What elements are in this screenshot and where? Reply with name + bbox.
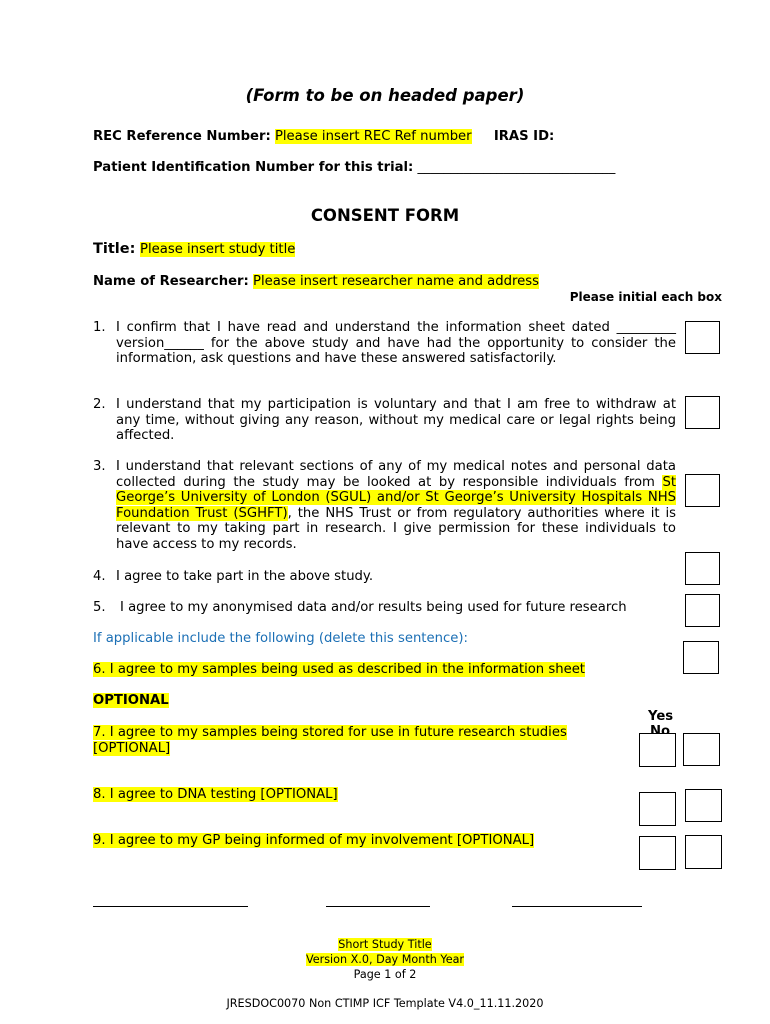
study-title-line: [93, 241, 295, 257]
item-text-line: [OPTIONAL]: [93, 740, 171, 756]
initial-note: Please initial each box: [569, 290, 722, 304]
optional-heading-text: OPTIONAL: [93, 693, 169, 708]
footer-doc-ref: JRESDOC0070 Non CTIMP ICF Template V4.0_11.11.2020: [226, 997, 544, 1010]
item-text-line: 7. I agree to my samples being stored for use in future research studies: [93, 725, 567, 740]
iras-id-label: IRAS ID:: [493, 129, 555, 144]
item-text: I understand that my participation is voluntary and that I am free to withdraw at any time, without giving any reason, without my medical care or legal rights being affected.: [116, 397, 676, 444]
initial-box-6[interactable]: [683, 641, 719, 674]
consent-item-8: [93, 787, 338, 802]
consent-item-4: [93, 569, 676, 585]
yes-box-8[interactable]: [639, 792, 676, 826]
consent-item-3: [93, 459, 676, 553]
patient-id-line: [93, 160, 615, 175]
consent-item-2: [93, 397, 676, 444]
item-number: 2.: [93, 397, 106, 412]
footer-version: Version X.0, Day Month Year: [305, 953, 465, 966]
item-number: 5.: [93, 600, 106, 615]
consent-item-5: [93, 600, 693, 616]
study-title-label: Title:: [93, 241, 136, 257]
item-text: I confirm that I have read and understand the information sheet dated _________ version______ for the above study and have had the opportunity to consider the information, ask questions and have these answered satisfactorily.: [116, 320, 676, 367]
no-box-9[interactable]: [685, 835, 722, 869]
footer-page-number: Page 1 of 2: [353, 968, 417, 981]
initial-box-4[interactable]: [685, 552, 720, 585]
study-title-value: Please insert study title: [140, 242, 296, 257]
rec-reference-label: REC Reference Number:: [93, 129, 271, 144]
yes-box-7[interactable]: [639, 733, 676, 767]
item-text: [93, 725, 626, 756]
item-number: 3.: [93, 459, 106, 474]
item-text: [116, 459, 676, 553]
consent-item-7: [93, 725, 626, 756]
form-title: CONSENT FORM: [310, 206, 460, 225]
no-label: No: [650, 724, 671, 734]
patient-id-label: Patient Identification Number for this trial:: [93, 160, 414, 175]
no-box-7[interactable]: [683, 733, 720, 766]
page-header-note: (Form to be on headed paper): [245, 86, 525, 105]
no-box-8[interactable]: [685, 789, 722, 822]
rec-reference-line: [93, 129, 554, 144]
item-text: I agree to take part in the above study.: [116, 569, 374, 584]
initial-box-3[interactable]: [685, 474, 720, 507]
item-text-part: I understand that relevant sections of any of my medical notes and personal data collected during the study may be looked at by responsible individuals from: [116, 459, 676, 490]
signature-line-name[interactable]: [93, 906, 248, 907]
applicable-note: If applicable include the following (delete this sentence):: [93, 631, 468, 646]
item-text-highlight: St George’s University of London (SGUL) and/or St George’s University Hospitals NHS Foundation Trust (SGHFT): [116, 474, 676, 521]
item-text-part: , the NHS Trust or from regulatory authorities where it is relevant to my taking part in research. I give permission for these individuals to have access to my records.: [116, 505, 676, 552]
initial-box-1[interactable]: [685, 321, 720, 354]
researcher-value: Please insert researcher name and address: [253, 274, 539, 289]
footer-block: [0, 937, 770, 982]
item-number: 4.: [93, 569, 106, 584]
yes-box-9[interactable]: [639, 836, 676, 870]
rec-reference-value: Please insert REC Ref number: [274, 129, 472, 144]
consent-item-1: [93, 320, 676, 367]
item-text: I agree to my anonymised data and/or results being used for future research: [120, 600, 627, 615]
footer-study-title: Short Study Title: [338, 938, 432, 951]
signature-line-signature[interactable]: [512, 906, 642, 907]
item-number: 1.: [93, 320, 106, 335]
yes-label: Yes: [648, 709, 674, 724]
item-text: 6. I agree to my samples being used as described in the information sheet: [93, 662, 585, 677]
item-text: 8. I agree to DNA testing [OPTIONAL]: [93, 787, 338, 802]
signature-line-date[interactable]: [326, 906, 430, 907]
patient-id-blank: ______________________________: [417, 160, 616, 175]
item-text: 9. I agree to my GP being informed of my involvement [OPTIONAL]: [93, 833, 535, 848]
initial-box-5[interactable]: [685, 594, 720, 627]
consent-item-9: [93, 833, 534, 848]
researcher-line: [93, 274, 539, 289]
consent-item-6: [93, 662, 585, 677]
researcher-label: Name of Researcher:: [93, 274, 249, 289]
optional-heading: [93, 693, 169, 708]
initial-box-2[interactable]: [685, 396, 720, 429]
